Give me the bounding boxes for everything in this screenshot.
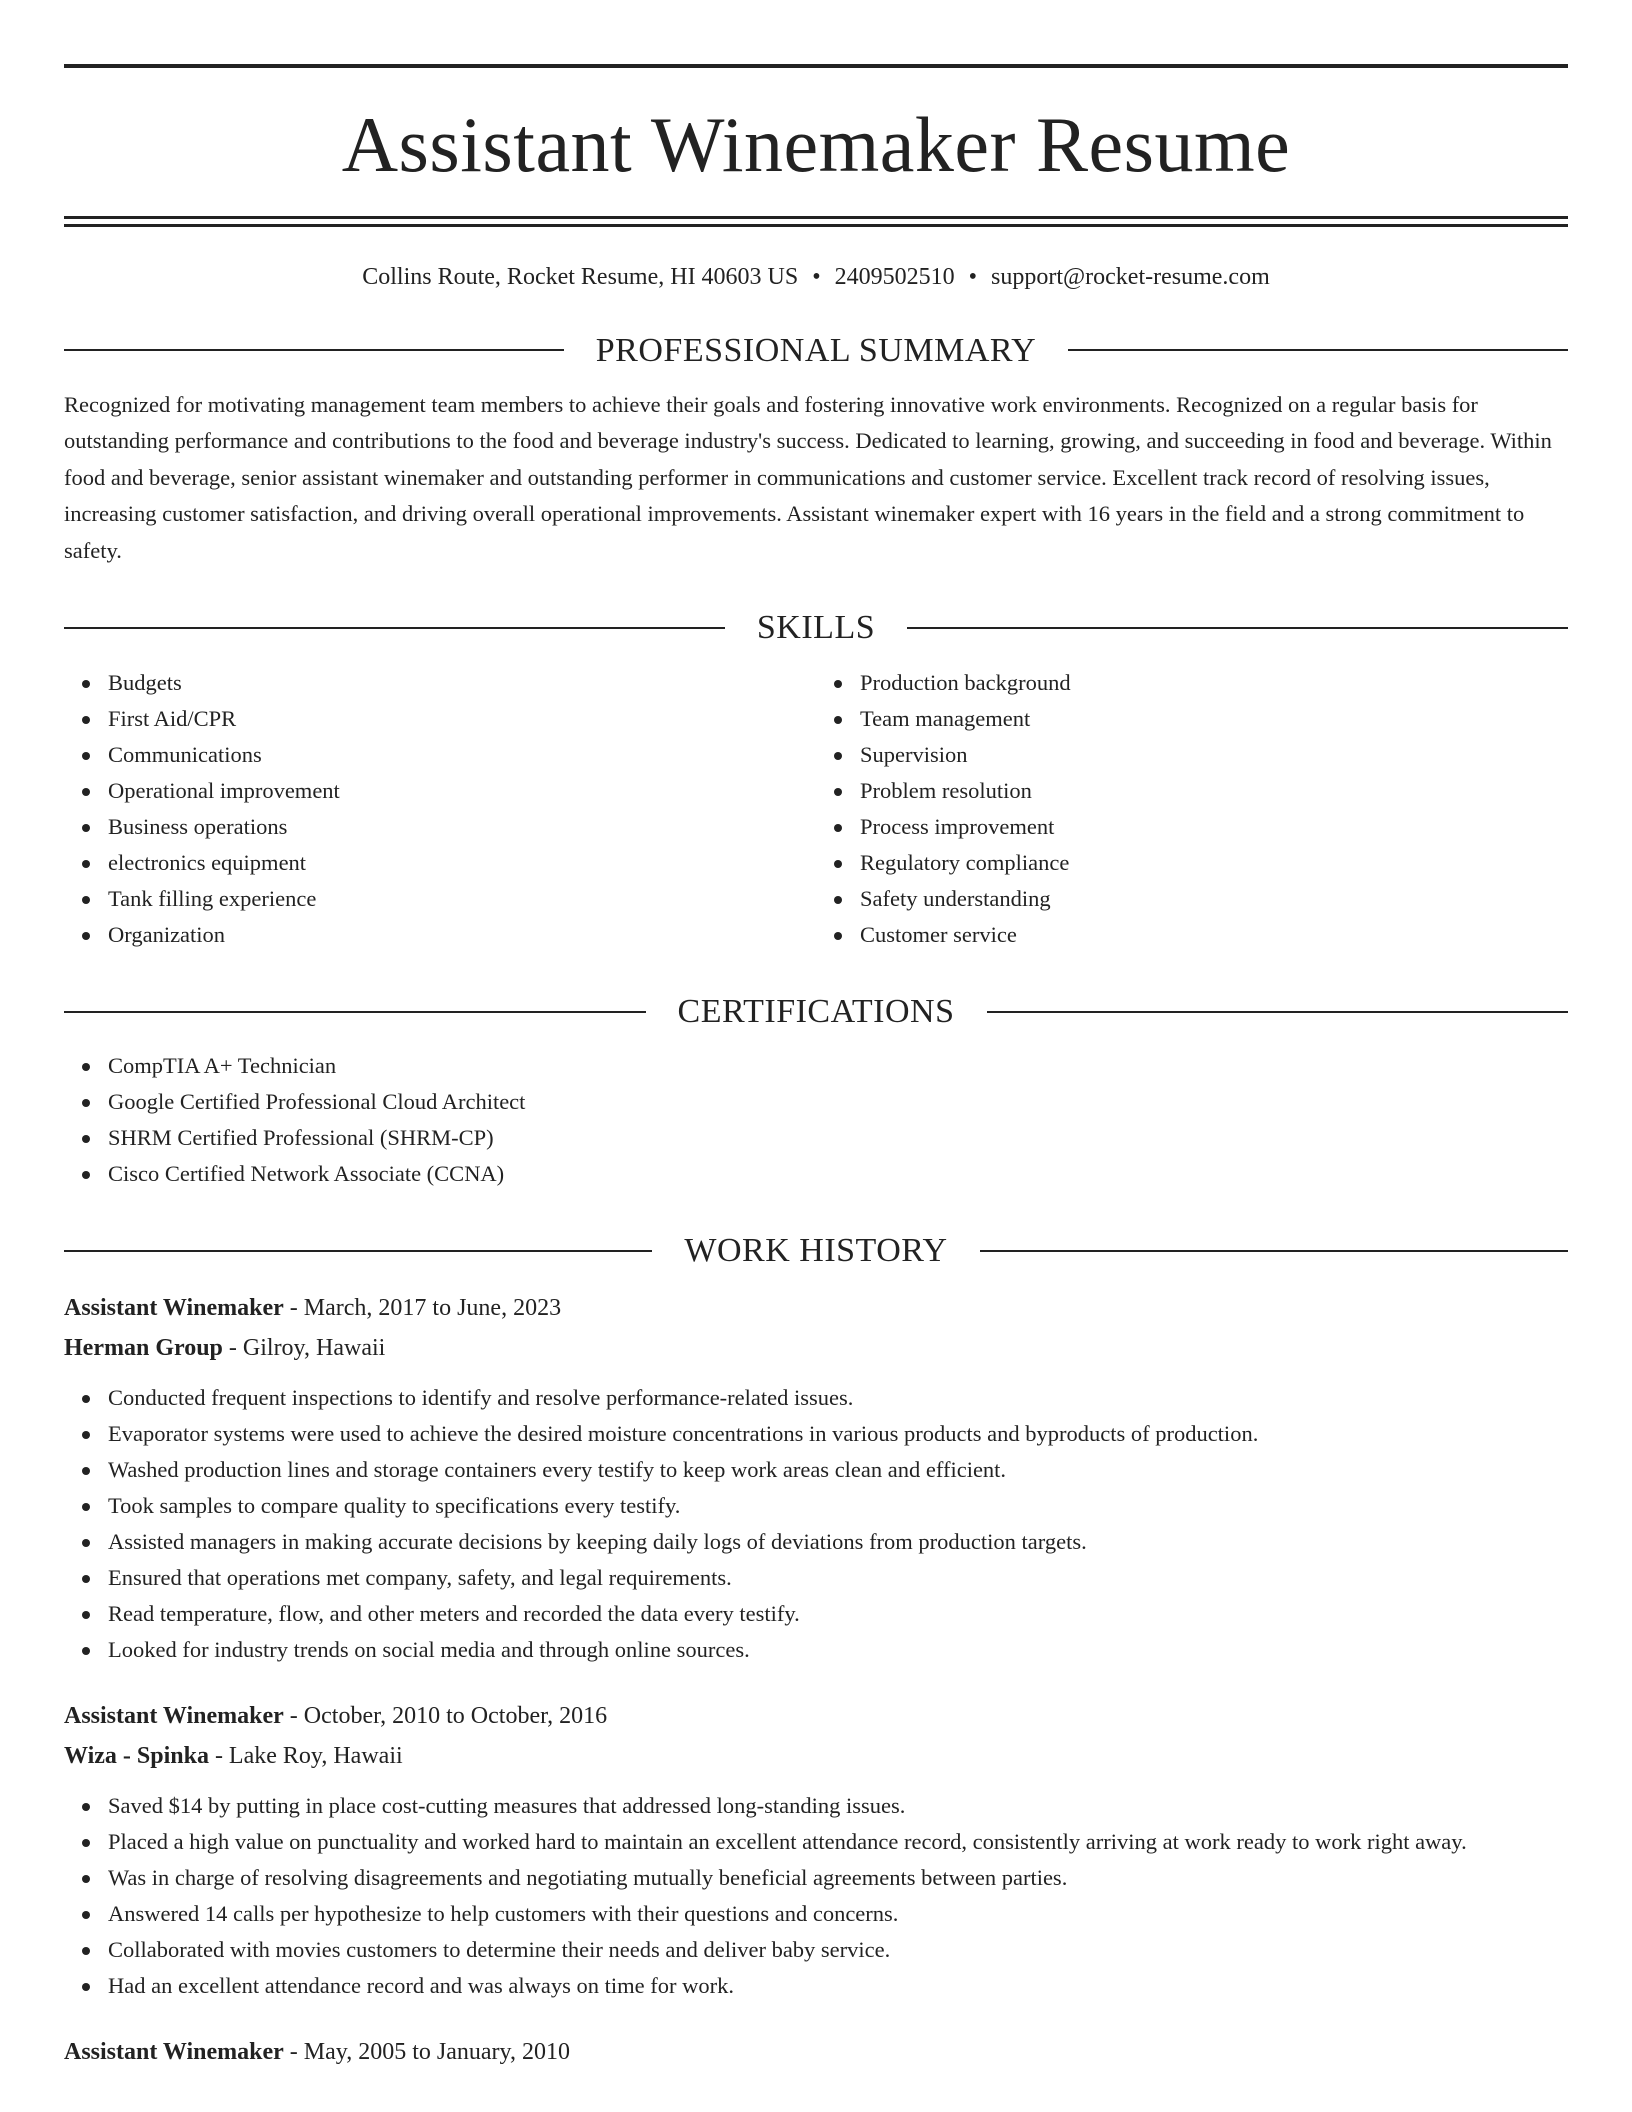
contact-email: support@rocket-resume.com xyxy=(991,263,1270,290)
job-duty: Saved $14 by putting in place cost-cutting measures that addressed long-standing issues. xyxy=(108,1788,1568,1824)
skills-heading: SKILLS xyxy=(756,609,876,647)
job-location: - Lake Roy, Hawaii xyxy=(208,1742,403,1769)
section-rule-left xyxy=(64,1250,652,1252)
job-duties-list xyxy=(64,1788,1568,2004)
contact-line xyxy=(64,263,1568,292)
job-duties-list xyxy=(64,1380,1568,1668)
job-title: Assistant Winemaker xyxy=(64,1702,284,1729)
certification-item: SHRM Certified Professional (SHRM-CP) xyxy=(108,1120,1568,1156)
skill-item: First Aid/CPR xyxy=(108,701,816,737)
job-duty: Took samples to compare quality to specifications every testify. xyxy=(108,1488,1568,1524)
skill-item: Team management xyxy=(860,701,1568,737)
job-duty: Placed a high value on punctuality and worked hard to maintain an excellent attendance record, consistently arriving at work ready to work right away. xyxy=(108,1824,1568,1860)
skills-list-left xyxy=(64,665,816,953)
skill-item: Business operations xyxy=(108,809,816,845)
skills-list-right xyxy=(816,665,1568,953)
resume-title: Assistant Winemaker Resume xyxy=(341,101,1291,188)
skill-item: Problem resolution xyxy=(860,773,1568,809)
job-duty: Answered 14 calls per hypothesize to help customers with their questions and concerns. xyxy=(108,1896,1568,1932)
section-rule-right xyxy=(980,1250,1568,1252)
certification-item: CompTIA A+ Technician xyxy=(108,1048,1568,1084)
job-duty: Ensured that operations met company, safety, and legal requirements. xyxy=(108,1560,1568,1596)
job-title: Assistant Winemaker xyxy=(64,1294,284,1321)
skill-item: electronics equipment xyxy=(108,845,816,881)
job-location: - Gilroy, Hawaii xyxy=(222,1334,386,1361)
section-rule-left xyxy=(64,627,725,629)
top-rule xyxy=(64,64,1568,68)
work-history-section-header xyxy=(64,1232,1568,1269)
job-company: Wiza - Spinka xyxy=(64,1742,209,1769)
job-duty: Evaporator systems were used to achieve the desired moisture concentrations in various products and byproducts of production. xyxy=(108,1416,1568,1452)
skill-item: Customer service xyxy=(860,917,1568,953)
certification-item: Google Certified Professional Cloud Architect xyxy=(108,1084,1568,1120)
job-duty: Conducted frequent inspections to identify and resolve performance-related issues. xyxy=(108,1380,1568,1416)
contact-separator: • xyxy=(812,263,821,290)
certifications-list xyxy=(64,1048,1568,1192)
skill-item: Production background xyxy=(860,665,1568,701)
job-duty: Read temperature, flow, and other meters and recorded the data every testify. xyxy=(108,1596,1568,1632)
job-duty: Collaborated with movies customers to determine their needs and deliver baby service. xyxy=(108,1932,1568,1968)
job-title: Assistant Winemaker xyxy=(64,2038,284,2065)
contact-phone: 2409502510 xyxy=(834,263,955,290)
job-dates: - October, 2010 to October, 2016 xyxy=(283,1702,608,1729)
skills-section-header xyxy=(64,609,1568,646)
job-duty: Had an excellent attendance record and was always on time for work. xyxy=(108,1968,1568,2004)
section-rule-right xyxy=(1068,349,1568,351)
certifications-section-header xyxy=(64,993,1568,1030)
certification-item: Cisco Certified Network Associate (CCNA) xyxy=(108,1156,1568,1192)
skill-item: Safety understanding xyxy=(860,881,1568,917)
summary-text: Recognized for motivating management team members to achieve their goals and fostering innovative work environments. Recognized on a regular basis for outstanding performance and contributions to the food and beverage industry's success. Dedicated to learning, growing, and succeeding in food and beverage. Within food and beverage, senior assistant winemaker and outstanding performer in communications and customer service. Excellent track record of resolving issues, increasing customer satisfaction, and driving overall operational improvements. Assistant winemaker expert with 16 years in the field and a strong commitment to safety. xyxy=(64,391,1552,563)
job-title-line xyxy=(64,1696,1568,1736)
skill-item: Regulatory compliance xyxy=(860,845,1568,881)
job-dates: - March, 2017 to June, 2023 xyxy=(283,1294,562,1321)
skill-item: Organization xyxy=(108,917,816,953)
section-rule-left xyxy=(64,349,564,351)
certifications-heading: CERTIFICATIONS xyxy=(677,992,955,1030)
job-company: Herman Group xyxy=(64,1334,223,1361)
job-title-line xyxy=(64,1288,1568,1328)
job-entry xyxy=(64,1288,1568,1668)
section-rule-right xyxy=(987,1011,1569,1013)
summary-section-header xyxy=(64,332,1568,369)
job-dates: - May, 2005 to January, 2010 xyxy=(283,2038,570,2065)
job-duty: Was in charge of resolving disagreements and negotiating mutually beneficial agreements between parties. xyxy=(108,1860,1568,1896)
job-entry xyxy=(64,1696,1568,2004)
contact-separator: • xyxy=(968,263,978,290)
job-title-line xyxy=(64,2032,1568,2072)
job-entry xyxy=(64,2032,1568,2072)
skill-item: Tank filling experience xyxy=(108,881,816,917)
job-company-line xyxy=(64,1736,1568,1776)
job-duty: Looked for industry trends on social media and through online sources. xyxy=(108,1632,1568,1668)
skill-item: Budgets xyxy=(108,665,816,701)
title-double-rule xyxy=(64,216,1568,227)
work-history-heading: WORK HISTORY xyxy=(684,1232,948,1270)
contact-address: Collins Route, Rocket Resume, HI 40603 US xyxy=(362,263,799,290)
skill-item: Process improvement xyxy=(860,809,1568,845)
section-rule-right xyxy=(907,627,1568,629)
skill-item: Operational improvement xyxy=(108,773,816,809)
skill-item: Supervision xyxy=(860,737,1568,773)
job-duty: Washed production lines and storage containers every testify to keep work areas clean and efficient. xyxy=(108,1452,1568,1488)
section-rule-left xyxy=(64,1011,646,1013)
skills-columns xyxy=(64,665,1568,953)
summary-heading: PROFESSIONAL SUMMARY xyxy=(595,331,1037,369)
job-company-line xyxy=(64,1328,1568,1368)
job-duty: Assisted managers in making accurate decisions by keeping daily logs of deviations from production targets. xyxy=(108,1524,1568,1560)
skill-item: Communications xyxy=(108,737,816,773)
